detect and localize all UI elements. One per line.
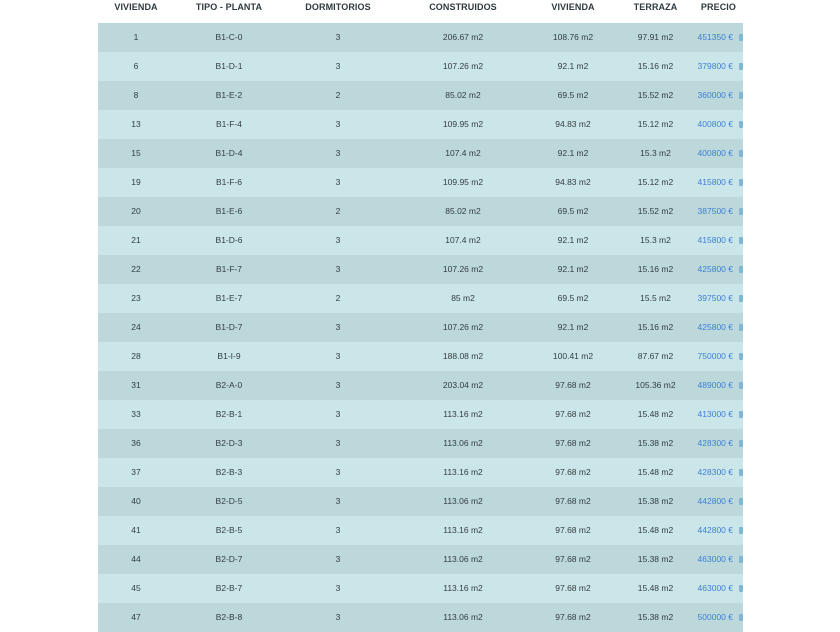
cell-vivienda: 24	[131, 322, 141, 332]
cell-vivienda: 21	[131, 235, 141, 245]
document-icon[interactable]	[739, 295, 743, 302]
table-row	[98, 284, 743, 313]
cell-dormitorios: 3	[335, 32, 341, 42]
header-vivienda: VIVIENDA	[114, 2, 158, 12]
cell-construidos: 107.26 m2	[442, 61, 484, 71]
cell-vivienda: 37	[131, 467, 141, 477]
document-icon[interactable]	[739, 266, 743, 273]
cell-construidos: 113.16 m2	[443, 467, 483, 477]
cell-construidos: 85.02 m2	[445, 90, 481, 100]
cell-vivienda: 28	[131, 351, 141, 361]
header-construidos: CONSTRUIDOS	[429, 2, 497, 12]
cell-precio	[688, 458, 733, 487]
cell-vivienda: 40	[131, 496, 141, 506]
cell-construidos: 113.16 m2	[443, 583, 483, 593]
cell-precio	[688, 255, 733, 284]
cell-tipo-planta: B1-C-0	[215, 32, 243, 42]
cell-vivienda: 8	[133, 90, 139, 100]
cell-dormitorios: 3	[335, 583, 341, 593]
cell-vivienda-m2: 97.68 m2	[555, 438, 591, 448]
table-row	[98, 255, 743, 284]
table-row	[98, 574, 743, 603]
cell-vivienda-m2: 97.68 m2	[555, 525, 591, 535]
cell-terraza: 15.38 m2	[637, 438, 674, 448]
cell-construidos: 109.95 m2	[442, 119, 484, 129]
cell-tipo-planta: B1-F-4	[216, 119, 242, 129]
cell-terraza: 15.48 m2	[637, 467, 674, 477]
table-row	[98, 603, 743, 632]
cell-construidos: 107.4 m2	[445, 148, 481, 158]
document-icon[interactable]	[739, 353, 743, 360]
cell-construidos: 113.06 m2	[443, 496, 483, 506]
price-link[interactable]: 400800 €	[697, 119, 733, 129]
price-link[interactable]: 397500 €	[697, 293, 733, 303]
cell-terraza: 15.38 m2	[637, 612, 674, 622]
cell-dormitorios: 2	[335, 206, 341, 216]
cell-precio	[688, 603, 733, 632]
document-icon[interactable]	[739, 34, 743, 41]
cell-vivienda-m2: 69.5 m2	[557, 90, 589, 100]
cell-vivienda-m2: 97.68 m2	[555, 409, 591, 419]
cell-tipo-planta: B1-E-7	[215, 293, 243, 303]
cell-vivienda-m2: 94.83 m2	[555, 177, 591, 187]
cell-dormitorios: 3	[335, 467, 341, 477]
cell-vivienda: 1	[133, 32, 139, 42]
cell-tipo-planta: B2-D-7	[215, 554, 243, 564]
cell-vivienda: 13	[131, 119, 141, 129]
cell-vivienda: 19	[131, 177, 141, 187]
cell-tipo-planta: B2-B-3	[215, 467, 243, 477]
cell-precio	[688, 226, 733, 255]
document-icon[interactable]	[739, 498, 743, 505]
price-link[interactable]: 451350 €	[697, 32, 733, 42]
table-row	[98, 342, 743, 371]
cell-terraza: 15.12 m2	[637, 119, 674, 129]
document-icon[interactable]	[739, 469, 743, 476]
cell-precio	[688, 313, 733, 342]
cell-construidos: 85 m2	[451, 293, 475, 303]
cell-precio	[688, 197, 733, 226]
document-icon[interactable]	[739, 237, 743, 244]
table-row	[98, 400, 743, 429]
cell-vivienda-m2: 92.1 m2	[557, 235, 589, 245]
table-row	[98, 429, 743, 458]
price-link[interactable]: 442800 €	[697, 496, 733, 506]
cell-vivienda: 6	[133, 61, 139, 71]
cell-terraza: 15.48 m2	[637, 525, 674, 535]
cell-terraza: 15.52 m2	[637, 90, 674, 100]
cell-terraza: 15.52 m2	[637, 206, 674, 216]
cell-vivienda-m2: 97.68 m2	[555, 380, 591, 390]
cell-vivienda-m2: 92.1 m2	[557, 61, 589, 71]
header-terraza: TERRAZA	[633, 2, 678, 12]
cell-vivienda: 20	[131, 206, 141, 216]
cell-terraza: 15.16 m2	[637, 61, 674, 71]
price-link[interactable]: 425800 €	[697, 264, 733, 274]
table-row	[98, 23, 743, 52]
cell-dormitorios: 3	[335, 351, 341, 361]
cell-precio	[688, 284, 733, 313]
cell-tipo-planta: B2-B-7	[215, 583, 243, 593]
header-precio: PRECIO	[700, 2, 736, 12]
document-icon[interactable]	[739, 556, 743, 563]
document-icon[interactable]	[739, 585, 743, 592]
document-icon[interactable]	[739, 208, 743, 215]
cell-precio	[688, 23, 733, 52]
cell-construidos: 107.26 m2	[442, 264, 484, 274]
table-row	[98, 487, 743, 516]
cell-vivienda-m2: 97.68 m2	[555, 612, 591, 622]
cell-terraza: 15.5 m2	[640, 293, 671, 303]
price-link[interactable]: 500000 €	[697, 612, 733, 622]
cell-terraza: 15.48 m2	[637, 583, 674, 593]
cell-dormitorios: 3	[335, 177, 341, 187]
cell-tipo-planta: B2-B-5	[215, 525, 243, 535]
cell-vivienda-m2: 100.41 m2	[552, 351, 594, 361]
cell-construidos: 113.06 m2	[443, 554, 483, 564]
table-row	[98, 226, 743, 255]
cell-precio	[688, 545, 733, 574]
cell-dormitorios: 3	[335, 322, 341, 332]
cell-terraza: 105.36 m2	[635, 380, 676, 390]
cell-terraza: 15.38 m2	[637, 496, 674, 506]
cell-precio	[688, 487, 733, 516]
price-link[interactable]: 442800 €	[697, 525, 733, 535]
cell-vivienda-m2: 97.68 m2	[555, 554, 591, 564]
price-link[interactable]: 489000 €	[697, 380, 733, 390]
cell-construidos: 113.06 m2	[443, 438, 483, 448]
cell-vivienda-m2: 92.1 m2	[557, 264, 589, 274]
cell-precio	[688, 371, 733, 400]
cell-precio	[688, 81, 733, 110]
table-header	[98, 0, 743, 20]
cell-vivienda: 36	[131, 438, 141, 448]
cell-dormitorios: 3	[335, 235, 341, 245]
document-icon[interactable]	[739, 382, 743, 389]
cell-dormitorios: 3	[335, 438, 341, 448]
cell-tipo-planta: B2-D-5	[215, 496, 243, 506]
price-link[interactable]: 415800 €	[697, 177, 733, 187]
cell-construidos: 188.08 m2	[442, 351, 484, 361]
cell-tipo-planta: B2-B-1	[215, 409, 243, 419]
cell-vivienda: 41	[131, 525, 141, 535]
cell-vivienda-m2: 69.5 m2	[557, 293, 589, 303]
cell-dormitorios: 2	[335, 90, 341, 100]
price-link[interactable]: 415800 €	[697, 235, 733, 245]
units-table	[98, 0, 743, 630]
cell-precio	[688, 168, 733, 197]
cell-terraza: 87.67 m2	[637, 351, 674, 361]
table-row	[98, 139, 743, 168]
table-row	[98, 52, 743, 81]
price-link[interactable]: 428300 €	[697, 438, 733, 448]
table-row	[98, 313, 743, 342]
cell-precio	[688, 429, 733, 458]
cell-dormitorios: 3	[335, 525, 341, 535]
header-tipo-planta: TIPO - PLANTA	[195, 2, 263, 12]
price-link[interactable]: 387500 €	[697, 206, 733, 216]
cell-tipo-planta: B1-I-9	[217, 351, 241, 361]
document-icon[interactable]	[739, 614, 743, 621]
cell-vivienda-m2: 97.68 m2	[555, 583, 591, 593]
cell-precio	[688, 52, 733, 81]
cell-tipo-planta: B1-D-1	[215, 61, 243, 71]
cell-vivienda-m2: 92.1 m2	[557, 148, 589, 158]
price-link[interactable]: 750000 €	[697, 351, 733, 361]
document-icon[interactable]	[739, 411, 743, 418]
price-link[interactable]: 413000 €	[697, 409, 733, 419]
cell-tipo-planta: B1-D-4	[215, 148, 243, 158]
cell-dormitorios: 3	[335, 264, 341, 274]
cell-tipo-planta: B1-E-2	[215, 90, 243, 100]
table-row	[98, 81, 743, 110]
cell-vivienda-m2: 108.76 m2	[552, 32, 594, 42]
cell-dormitorios: 2	[335, 293, 341, 303]
cell-precio	[688, 342, 733, 371]
cell-precio	[688, 516, 733, 545]
cell-vivienda: 23	[131, 293, 141, 303]
header-vivienda-m2: VIVIENDA	[551, 2, 595, 12]
document-icon[interactable]	[739, 324, 743, 331]
table-row	[98, 168, 743, 197]
cell-dormitorios: 3	[335, 409, 341, 419]
document-icon[interactable]	[739, 63, 743, 70]
price-link[interactable]: 379800 €	[697, 61, 733, 71]
cell-construidos: 107.26 m2	[442, 322, 484, 332]
cell-tipo-planta: B1-F-7	[216, 264, 242, 274]
cell-tipo-planta: B1-F-6	[216, 177, 242, 187]
table-body	[98, 23, 743, 632]
cell-construidos: 85.02 m2	[445, 206, 481, 216]
document-icon[interactable]	[739, 527, 743, 534]
cell-terraza: 15.3 m2	[640, 235, 671, 245]
price-link[interactable]: 425800 €	[697, 322, 733, 332]
cell-construidos: 113.16 m2	[443, 409, 483, 419]
cell-precio	[688, 139, 733, 168]
cell-terraza: 15.16 m2	[637, 264, 674, 274]
cell-vivienda-m2: 94.83 m2	[555, 119, 591, 129]
cell-terraza: 15.38 m2	[637, 554, 674, 564]
cell-vivienda: 31	[131, 380, 141, 390]
cell-vivienda-m2: 92.1 m2	[557, 322, 589, 332]
table-row	[98, 516, 743, 545]
document-icon[interactable]	[739, 150, 743, 157]
cell-vivienda: 45	[131, 583, 141, 593]
cell-dormitorios: 3	[335, 380, 341, 390]
document-icon[interactable]	[739, 121, 743, 128]
cell-dormitorios: 3	[335, 148, 341, 158]
cell-tipo-planta: B2-B-8	[215, 612, 243, 622]
cell-vivienda-m2: 97.68 m2	[555, 496, 591, 506]
cell-vivienda: 22	[131, 264, 141, 274]
cell-vivienda: 15	[131, 148, 141, 158]
cell-vivienda-m2: 69.5 m2	[557, 206, 589, 216]
cell-construidos: 109.95 m2	[442, 177, 484, 187]
cell-precio	[688, 110, 733, 139]
price-link[interactable]: 463000 €	[697, 554, 733, 564]
cell-vivienda: 33	[131, 409, 141, 419]
cell-terraza: 15.48 m2	[637, 409, 674, 419]
cell-terraza: 97.91 m2	[637, 32, 674, 42]
cell-construidos: 113.06 m2	[443, 612, 483, 622]
table-row	[98, 545, 743, 574]
cell-terraza: 15.16 m2	[637, 322, 674, 332]
document-icon[interactable]	[739, 440, 743, 447]
cell-tipo-planta: B1-D-6	[215, 235, 243, 245]
table-row	[98, 458, 743, 487]
cell-construidos: 107.4 m2	[445, 235, 481, 245]
cell-tipo-planta: B2-D-3	[215, 438, 243, 448]
price-link[interactable]: 360000 €	[697, 90, 733, 100]
cell-tipo-planta: B2-A-0	[215, 380, 243, 390]
price-link[interactable]: 400800 €	[697, 148, 733, 158]
table-row	[98, 197, 743, 226]
cell-precio	[688, 400, 733, 429]
header-dormitorios: DORMITORIOS	[305, 2, 371, 12]
table-row	[98, 371, 743, 400]
price-link[interactable]: 463000 €	[697, 583, 733, 593]
cell-construidos: 203.04 m2	[442, 380, 484, 390]
cell-precio	[688, 574, 733, 603]
cell-dormitorios: 3	[335, 496, 341, 506]
cell-construidos: 206.67 m2	[442, 32, 484, 42]
cell-tipo-planta: B1-D-7	[215, 322, 243, 332]
table-row	[98, 110, 743, 139]
cell-dormitorios: 3	[335, 612, 341, 622]
cell-construidos: 113.16 m2	[443, 525, 483, 535]
document-icon[interactable]	[739, 92, 743, 99]
cell-terraza: 15.12 m2	[637, 177, 674, 187]
cell-vivienda: 44	[131, 554, 141, 564]
cell-vivienda-m2: 97.68 m2	[555, 467, 591, 477]
cell-dormitorios: 3	[335, 554, 341, 564]
cell-dormitorios: 3	[335, 119, 341, 129]
cell-tipo-planta: B1-E-6	[215, 206, 243, 216]
cell-dormitorios: 3	[335, 61, 341, 71]
document-icon[interactable]	[739, 179, 743, 186]
price-link[interactable]: 428300 €	[697, 467, 733, 477]
cell-terraza: 15.3 m2	[640, 148, 671, 158]
cell-vivienda: 47	[131, 612, 141, 622]
